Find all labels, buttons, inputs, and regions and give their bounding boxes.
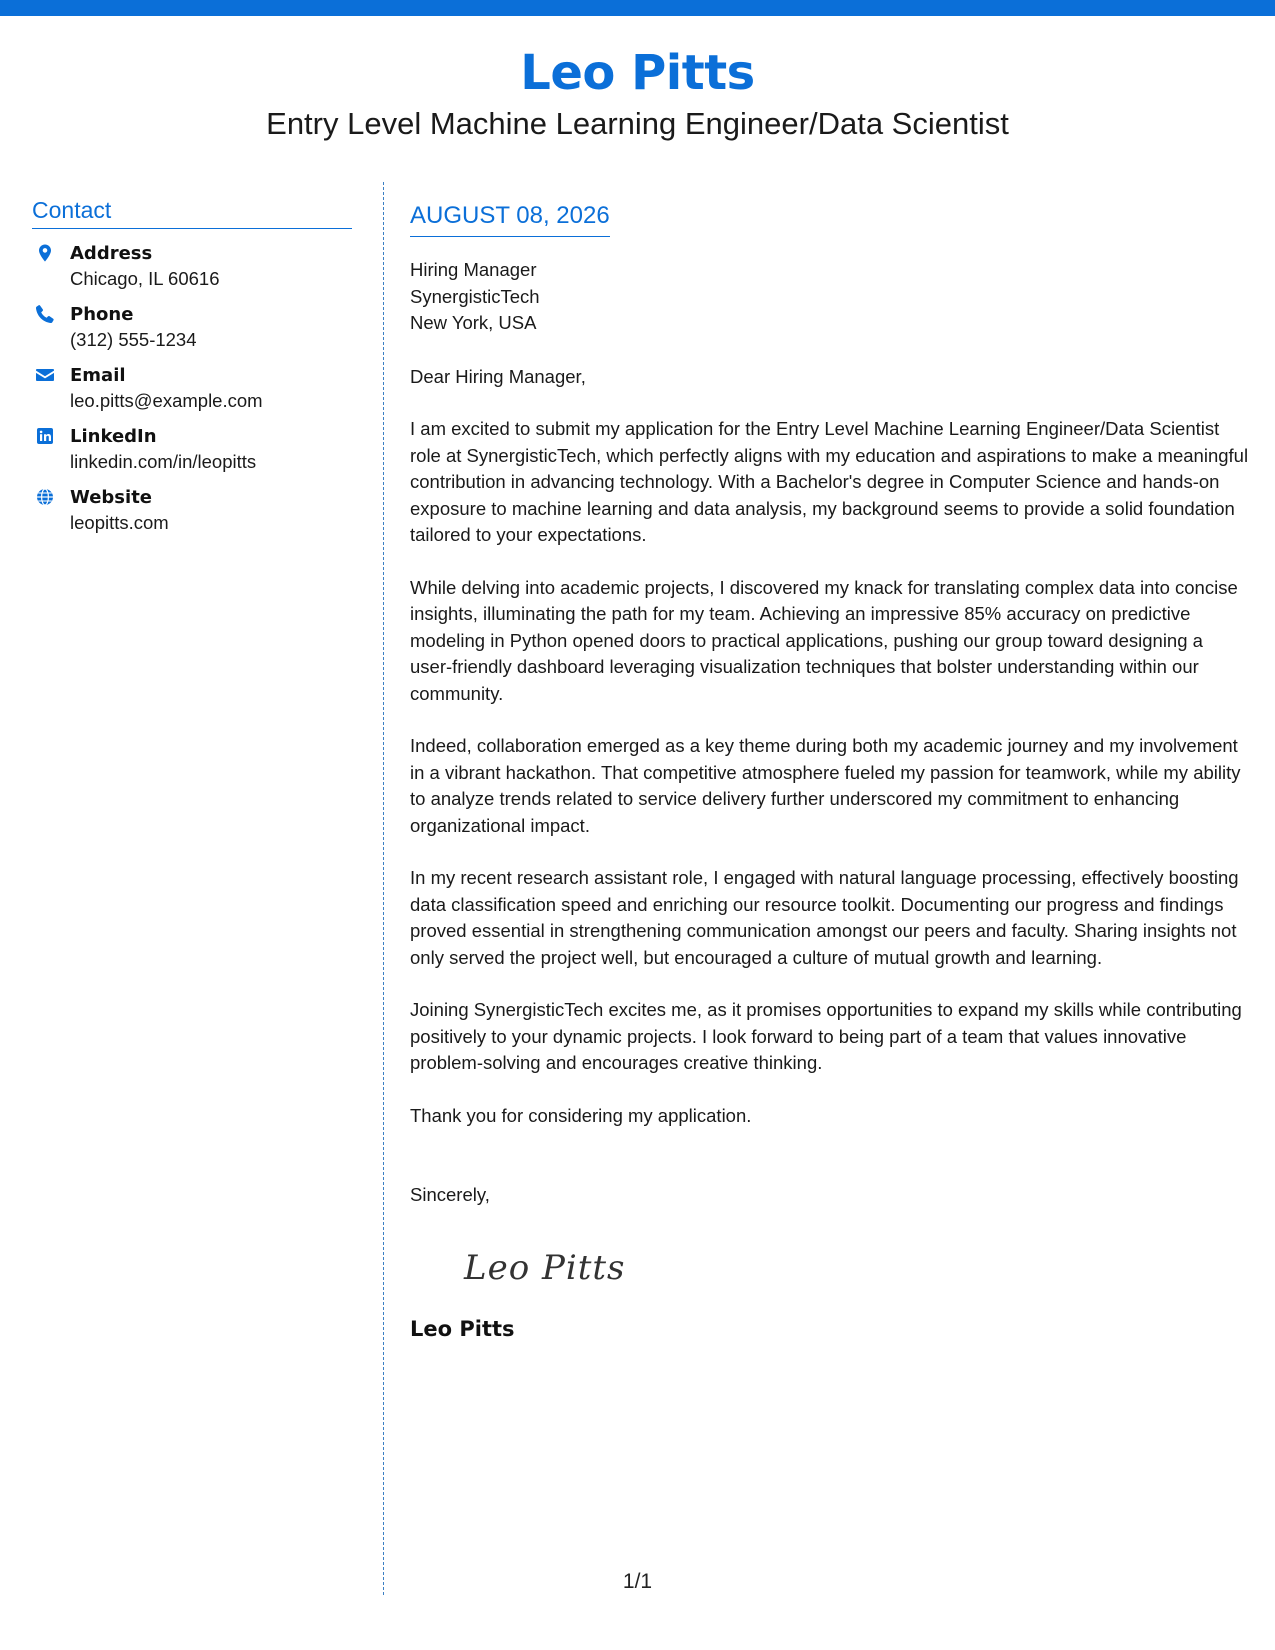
- job-title: Entry Level Machine Learning Engineer/Data Scientist: [266, 106, 1009, 141]
- linkedin-icon: [35, 426, 55, 446]
- letter-paragraph: While delving into academic projects, I discovered my knack for translating complex data into concise insights, illuminating the path for my team. Achieving an impressive 85% accuracy on predictive modeling in Python opened doors to practical applications, pushing our group toward designing a user-friendly dashboard leveraging visualization techniques that bolster understanding within our community.: [410, 576, 1238, 704]
- handwritten-signature: [460, 1239, 1250, 1295]
- email-label: Email: [70, 365, 126, 386]
- signature-text: Leo Pitts: [464, 1247, 626, 1288]
- phone-value: (312) 555-1234: [70, 329, 197, 350]
- phone-label: Phone: [70, 304, 134, 325]
- page-number: 1/1: [622, 1570, 653, 1593]
- recipient-line: New York, USA: [410, 312, 537, 333]
- cover-letter-body: [410, 200, 1250, 1343]
- linkedin-label: LinkedIn: [70, 426, 157, 447]
- address-label: Address: [70, 243, 153, 264]
- letter-paragraph: Thank you for considering my application.: [410, 1104, 752, 1126]
- globe-icon: [35, 487, 55, 507]
- contact-item-address: [32, 241, 352, 291]
- recipient-line: Hiring Manager: [410, 259, 537, 280]
- email-icon: [35, 365, 55, 385]
- contact-item-email: [32, 363, 352, 413]
- top-accent-bar: [0, 0, 1275, 16]
- website-value: leopitts.com: [70, 512, 169, 533]
- letter-paragraph: Joining SynergisticTech excites me, as it promises opportunities to expand my skills while contributing positively to your dynamic projects. I look forward to being part of a team that values innovative problem-solving and encourages creative thinking.: [410, 999, 1242, 1073]
- contact-section-title: Contact: [32, 196, 352, 229]
- contact-item-website: [32, 485, 352, 535]
- recipient-block: [410, 257, 1250, 337]
- linkedin-value: linkedin.com/in/leopitts: [70, 451, 257, 472]
- contact-item-linkedin: [32, 424, 352, 474]
- location-pin-icon: [35, 243, 55, 263]
- salutation: Dear Hiring Manager,: [410, 365, 586, 387]
- closing: Sincerely,: [410, 1184, 490, 1205]
- address-value: Chicago, IL 60616: [70, 268, 220, 289]
- letter-date: AUGUST 08, 2026: [410, 200, 610, 237]
- phone-icon: [35, 304, 55, 324]
- resume-header: [0, 42, 1275, 144]
- column-divider: [383, 182, 384, 1595]
- recipient-line: SynergisticTech: [410, 285, 540, 307]
- signer-name: Leo Pitts: [410, 1316, 515, 1341]
- letter-paragraph: Indeed, collaboration emerged as a key theme during both my academic journey and my involvement in a vibrant hackathon. That competitive atmosphere fueled my passion for teamwork, while my ability to analyze trends related to service delivery further underscored my commitment to enhancing organizational impact.: [410, 735, 1241, 836]
- email-value: leo.pitts@example.com: [70, 390, 263, 411]
- contact-list: [32, 241, 352, 535]
- letter-paragraph: In my recent research assistant role, I engaged with natural language processing, effectively boosting data classification speed and enriching our resource toolkit. Documenting our progress and findings proved essential in strengthening communication amongst our peers and faculty. Sharing insights not only served the project well, but encouraged a culture of mutual growth and learning.: [410, 867, 1239, 968]
- website-label: Website: [70, 487, 153, 508]
- contact-item-phone: [32, 302, 352, 352]
- contact-sidebar: [32, 196, 352, 546]
- applicant-name: Leo Pitts: [520, 45, 755, 101]
- letter-paragraph: I am excited to submit my application for the Entry Level Machine Learning Engineer/Data Scientist role at SynergisticTech, which perfectly aligns with my education and aspirations to make a meaningful contribution in advancing technology. With a Bachelor's degree in Computer Science and hands-on exposure to machine learning and data analysis, my background seems to provide a solid foundation tailored to your expectations.: [410, 418, 1249, 545]
